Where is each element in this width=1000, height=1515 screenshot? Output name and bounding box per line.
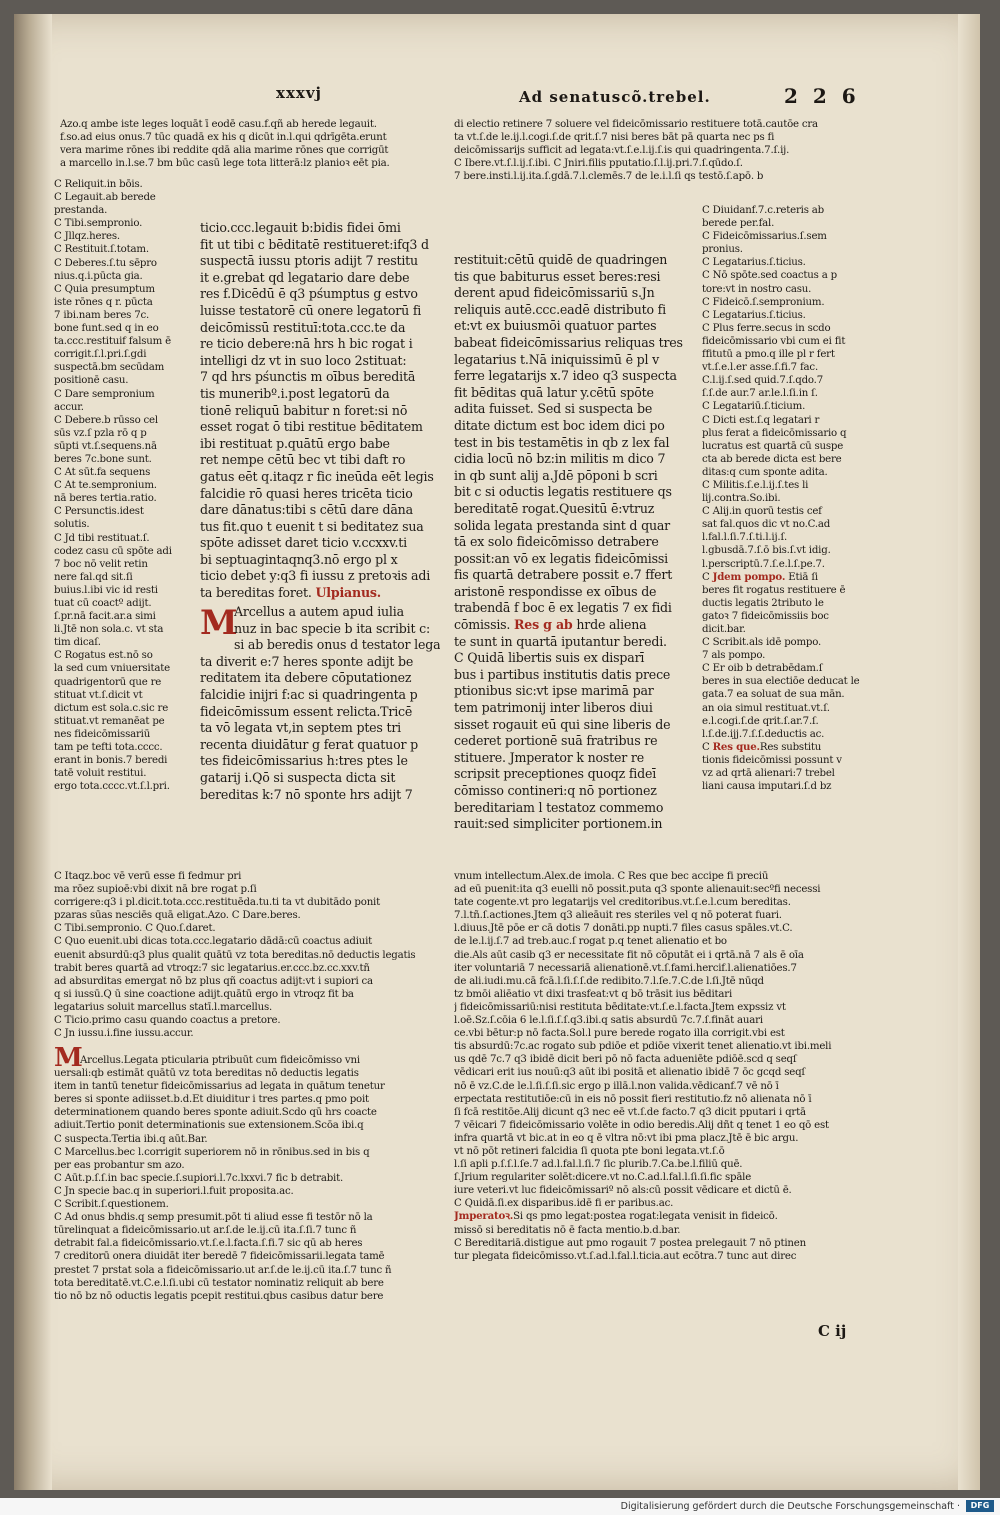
page-edge: [958, 14, 980, 1490]
bottom-left-para-line: 7 creditorū onera diuidāt iter beredē 7 fideicōmissarii.legata tamē: [54, 1251, 385, 1263]
col-b-line: scripsit preceptiones quoqz fideī: [454, 766, 657, 782]
left-gloss-line: C Rogatus est.nō so: [54, 650, 153, 662]
left-gloss-line: 7 boc nō velit retin: [54, 558, 148, 570]
left-gloss-line: prestanda.: [54, 205, 108, 217]
top-gloss-block: [60, 118, 460, 170]
right-gloss-line: C Diuidanf.7.c.reteris ab: [702, 205, 824, 216]
col-b-line: rauit:sed simpliciter portionem.in: [454, 816, 663, 832]
bottom-left-para-line: determinationem quando beres sponte adiuit.Scdo qū hrs coacte: [54, 1107, 377, 1119]
bottom-right-gloss-line: ad eū puenit:ita q3 euelli nō possit.puta q3 sponte alienauit:secºfi necessi: [454, 884, 821, 896]
col-b-line: et:vt ex buiusmōi quatuor partes: [454, 318, 657, 334]
col-a-para2-line: ta diverit e:7 heres sponte adijt be: [200, 653, 414, 669]
main-text-column-1: [200, 220, 440, 602]
col-b-line: trabendā f boc ē ex legatis 7 ex fidi: [454, 600, 672, 616]
bottom-right-gloss-line: tate cogente.vt pro legatarijs vel creditoribus.vt.ſ.e.l.cum bereditas.: [454, 897, 791, 909]
bottom-right-gloss-line: die.Als aūt casib q3 er necessitate fit nō cōputāt ei i qrtā.nā 7 als ē oīa: [454, 949, 804, 961]
left-gloss-line: ergo tota.cccc.vt.ſ.l.pri.: [54, 781, 170, 793]
right-gloss-line: C Jdem pompo. Etiā ſi: [702, 570, 818, 583]
right-gloss-line: gatoꝛ 7 fideicōmissiis boc: [702, 610, 829, 622]
col-a-para2-line: nuz in bac specie b ita scribit c:: [234, 620, 431, 636]
col-a-line: gatus eēt q.itaqz r fic ineūda eēt legis: [200, 468, 434, 484]
left-gloss-line: corrigit.ſ.l.pri.ſ.gdi: [54, 349, 147, 361]
left-gloss-line: suspectā.bm secūdam: [54, 362, 165, 374]
right-gloss-line: C Plus ferre.secus in scdo: [702, 322, 831, 334]
left-gloss-line: C Tibi.sempronio.: [54, 218, 143, 230]
bottom-left-para-line: C Jn specie bac.q in superiori.l.fuit proposita.ac.: [54, 1185, 294, 1197]
col-a-line: intelligi dz vt in suo loco 2stituat:: [200, 352, 407, 368]
left-gloss-line: C Jd tibi restituat.ſ.: [54, 532, 150, 544]
right-gloss-line: fideicōmissario vbi cum ei fit: [702, 335, 846, 347]
right-gloss-line: an oia simul restituat.vt.ſ.: [702, 702, 830, 714]
right-gloss-line: C Legatarius.ſ.ticius.: [702, 257, 806, 269]
right-gloss-line: l.fal.l.ſi.7.ſ.ti.l.ij.ſ.: [702, 532, 788, 544]
bottom-right-gloss-line: 7 vēicari 7 fideicōmissario volēte in odio beredis.Alij dñt q tenet 1 eo qō est: [454, 1119, 829, 1131]
left-gloss-line: C Reliquit.in bōis.: [54, 179, 143, 190]
top-gloss-line: Azo.q ambe iste leges loquāt ī eodē casu.f.qñ ab herede legauit.: [60, 119, 377, 130]
bottom-left-para-line: per eas probantur sm azo.: [54, 1159, 185, 1171]
right-gloss-line: lij.contra.So.ibi.: [702, 493, 781, 505]
col-b-line: bit c si oductis legatis restituere qs: [454, 484, 672, 500]
right-gloss-line: C Alij.in quorū testis cef: [702, 506, 822, 518]
bottom-right-gloss-line: iter voluntariā 7 necessariā alienationē.vt.ſ.fami.hercif.l.alienatiōes.7: [454, 962, 797, 974]
right-top-gloss-line: ta vt.ſ.de le.ij.l.cogi.ſ.de qrit.ſ.7 nisi beres bāt pā quarta nec ps fi: [454, 132, 775, 144]
col-b-line: te sunt in quartā iputantur beredi.: [454, 633, 667, 649]
right-gloss-line: sat fal.quos dic vt no.C.ad: [702, 519, 831, 531]
bottom-right-gloss-line: l.diuus.Jtē pōe er cā dotis 7 donāti.pp nupti.7 files casus spāles.vt.C.: [454, 923, 793, 935]
bottom-right-gloss-line: vnum intellectum.Alex.de imola. C Res que bec accipe fi preciū: [454, 871, 769, 882]
right-gloss-line: beres in sua electiōe deducat le: [702, 676, 860, 688]
main-text-paragraph-2: [200, 604, 440, 803]
bottom-left-para-line: C Aūt.p.ſ.ſ.in bac specie.ſ.supiori.l.7c.lxxvi.7 fic b detrabit.: [54, 1172, 344, 1184]
col-b-line: cederet portionē suā fratribus re: [454, 733, 658, 749]
col-a-line: deicōmissū restituī:tota.ccc.te da: [200, 319, 406, 335]
left-gloss-line: nius.q.i.pūcta gia.: [54, 270, 143, 282]
left-gloss-line: C Dare sempronium: [54, 388, 155, 400]
right-gloss-line: ffitutū a pmo.q ille pl r fert: [702, 349, 835, 361]
left-gloss-line: ta.ccc.restituif falsum ē: [54, 336, 171, 348]
footer-credit: Digitalisierung gefördert durch die Deutsche Forschungsgemeinschaft ·: [620, 1501, 960, 1512]
col-b-line: adita fuisset. Sed si suspecta be: [454, 401, 653, 417]
bottom-left-gloss-line: ma rōez supioē:vbi dixit nā bre rogat p.ſi: [54, 884, 257, 896]
col-b-line: babeat fideicōmissarius reliquas tres: [454, 334, 683, 350]
col-b-line: test in bis testamētis in qb z lex fal: [454, 434, 670, 450]
bottom-left-gloss-line: euenit absurdū:q3 plus qualit quātū vz tota bereditas.nō deductis legatis: [54, 949, 416, 961]
col-a-para2-line: falcidie inijri f:ac si quadringenta p: [200, 686, 418, 702]
right-gloss-line: ductis legatis 2tributo le: [702, 597, 824, 609]
col-b-line: C Quidā libertis suis ex disparī: [454, 650, 645, 666]
right-gloss-line: cta ab berede dicta est bere: [702, 453, 842, 465]
bottom-right-gloss-line: l.ſi apli p.ſ.ſ.l.ſe.7 ad.l.fal.l.ſi.7 ſic plurib.7.Ca.be.l.filiū quē.: [454, 1159, 743, 1171]
right-gloss-line: gata.7 ea soluat de sua mān.: [702, 689, 845, 701]
col-b-line: bereditariam l testatoz commemo: [454, 799, 664, 815]
col-b-line: stituere. Jmperator k noster re: [454, 749, 644, 765]
col-a-line: suspectā iussu ptoris adijt 7 restitu: [200, 253, 418, 269]
col-b-line: ditate dictum est boc idem dici po: [454, 417, 665, 433]
left-margin-gloss: [54, 178, 184, 793]
left-gloss-line: tatē voluit restitui.: [54, 768, 147, 780]
bottom-right-gloss-line: infra quartā vt bic.at in eo q ē vltra nō:vt ibi pma placz.Jtē ē bic argu.: [454, 1132, 799, 1144]
col-a-para2-line: reditatem ita debere cōputationez: [200, 670, 412, 686]
col-a-line: re ticio debere:nā hrs h bic rogat i: [200, 336, 413, 352]
right-gloss-line: l.ſ.de.ijj.7.ſ.ſ.deductis ac.: [702, 728, 825, 740]
bottom-left-commentary: [54, 1054, 450, 1303]
book-page: [14, 14, 980, 1490]
left-gloss-line: tim dicaſ.: [54, 637, 101, 649]
bottom-right-gloss-line: de le.l.ij.ſ.7 ad treb.auc.ſ rogat p.q tenet alienatio et bo: [454, 936, 727, 948]
left-gloss-line: C Quia presumptum: [54, 283, 155, 295]
bottom-right-gloss-line: tur plegata fideicōmisso.vt.ſ.ad.l.fal.l.ticia.aut ecōtra.7 tunc aut direc: [454, 1250, 797, 1262]
left-gloss-line: erant in bonis.7 beredi: [54, 755, 168, 767]
right-gloss-line: tionis fideicōmissi possunt v: [702, 754, 842, 766]
right-gloss-line: pronius.: [702, 244, 743, 256]
bottom-left-gloss-line: pzaras sūas nesciēs quā eligat.Azo. C Dare.beres.: [54, 910, 301, 922]
folio-number: 2 2 6: [784, 84, 860, 108]
col-b-line: tā ex solo fideicōmisso detrabere: [454, 534, 659, 550]
running-title: Ad senatuscõ.trebel.: [519, 88, 711, 106]
bottom-left-gloss-line: legatarius soluit marcellus statī.l.marcellus.: [54, 1001, 273, 1013]
col-a-line: dare dānatus:tibi s cētū dare dāna: [200, 502, 413, 518]
right-gloss-line: 7 als pompo.: [702, 650, 766, 662]
col-a-line: 7 qd hrs pśunctis m oībus bereditā: [200, 369, 416, 385]
col-a-line: tus fit.quo t euenit t si beditatez sua: [200, 518, 424, 534]
bottom-right-gloss-line: C Quidā.ſi.ex disparibus.idē fi er paribus.ac.: [454, 1198, 674, 1210]
bottom-right-gloss-line: j fideicōmissariū:nisi restituta bēditate:vt.ſ.e.l.facta.Jtem expssiz vt: [454, 1001, 786, 1013]
col-a-line: bi septuagintaqnq3.nō ergo pl x: [200, 551, 398, 567]
top-gloss-line: a marcello in.l.se.7 bm būc casū lege tota litterā:lz planioꝛ eēt pia.: [60, 158, 390, 170]
col-a-para2-line: ta vō legata vt,in septem ptes tri: [200, 720, 402, 736]
col-a-para2-line: gatarij i.Qō si suspecta dicta sit: [200, 769, 396, 785]
col-a-line: ibi restituat p.quātū ergo babe: [200, 435, 390, 451]
col-b-line: in qb sunt alij a.Jdē pōponi b scri: [454, 467, 658, 483]
bottom-left-para-line: tota bereditatē.vt.C.e.l.ſi.ubi cū testator nominatiz reliquit ab bere: [54, 1277, 384, 1289]
left-gloss-line: sūpti vt.ſ.sequens.nā: [54, 440, 157, 452]
col-b-line: cōmissis. Res g ab hrde aliena: [454, 617, 647, 633]
col-b-line: tis que babiturus esset beres:resi: [454, 268, 661, 284]
left-gloss-line: ſ.pr.nā facit.ar.a simi: [54, 611, 156, 623]
col-a-line: ticio debet y:q3 fi iussu z pretoꝛis adi: [200, 568, 431, 584]
left-gloss-line: iste rōnes q r. pūcta: [54, 296, 153, 308]
col-a-line: tionē reliquū babitur n foret:si nō: [200, 402, 408, 418]
col-b-line: legatarius t.Nā iniquissimū ē pl v: [454, 351, 660, 367]
left-gloss-line: nere fal.qd sit.ſi: [54, 571, 133, 583]
col-b-line: ptionibus sic:vt ipse marimā par: [454, 683, 654, 699]
left-gloss-line: tam pe tefti tota.cccc.: [54, 742, 163, 754]
right-top-gloss-line: C Ibere.vt.ſ.l.ij.ſ.ibi. C Jniri.filis pputatio.ſ.l.ij.pri.7.ſ.qūdo.ſ.: [454, 158, 743, 170]
bottom-right-gloss-line: vēdicari erit ius nouū:q3 aūt ibi positā et alienatio ibidē 7 ōc gcqd seqſ: [454, 1067, 805, 1079]
bottom-left-gloss-line: trabit beres quartā ad vtroqz:7 sic legatarius.er.ccc.bz.cc.xxv.tñ: [54, 962, 370, 974]
left-gloss-line: li.Jtē non sola.c. vt sta: [54, 624, 164, 636]
bottom-right-gloss-line: iure veteri.vt luc fideicōmissariº nō als:cū possit vēdicare et dictū ē.: [454, 1185, 792, 1197]
right-margin-gloss: [702, 204, 872, 793]
bottom-left-gloss-line: C Jn iussu.i.fine iussu.accur.: [54, 1028, 194, 1040]
bottom-left-para-line: detrabit fal.a fideicōmissario.vt.ſ.e.l.facta.ſ.fi.7 sic qū ab heres: [54, 1238, 363, 1250]
left-gloss-line: dictum est sola.c.sic re: [54, 702, 169, 714]
col-b-line: cōmisso contineri:q nō portionez: [454, 783, 657, 798]
right-gloss-line: beres fit rogatus restituere ē: [702, 584, 846, 596]
bottom-left-para-line: prestet 7 prstat sola a fideicōmissario.ut ar.ſ.de le.ij.cū ita.ſ.7 tunc ñ: [54, 1264, 392, 1276]
col-b-line: derent apud fideicōmissariū s.Jn: [454, 285, 655, 301]
left-gloss-line: stituat.vt remanēat pe: [54, 715, 165, 727]
right-gloss-line: C Scribit.als idē pompo.: [702, 637, 822, 649]
col-b-line: cidia locū nō bz:in militis m dico 7: [454, 451, 666, 467]
left-gloss-line: C Restituit.ſ.totam.: [54, 244, 149, 256]
bottom-right-gloss-line: ſ.Jrium regulariter solēt:dicere.vt no.C.ad.l.fal.l.ſi.ſi.fic spāle: [454, 1172, 752, 1184]
left-gloss-line: la sed cum vniuersitate: [54, 663, 170, 675]
bottom-right-gloss-line: l.oē.Sz.ſ.cōia 6 le.l.ſi.ſ.ſ.q3.ibi.q satis absurdū 7c.7.ſ.fināt auari: [454, 1015, 763, 1027]
left-gloss-line: C Legauit.ab berede: [54, 192, 156, 204]
col-b-line: aristonē respondisse ex oībus de: [454, 583, 657, 599]
col-a-line: esset rogat ō tibi restitue bēditatem: [200, 419, 423, 435]
col-a-line: fit ut tibi c bēditatē restitueret:ifq3 d: [200, 236, 429, 252]
col-b-line: bus i partibus institutis datis prece: [454, 666, 671, 682]
main-text-column-2: [454, 252, 690, 833]
left-gloss-line: buius.l.ibi vic id resti: [54, 584, 158, 596]
bottom-right-gloss-line: ſi fcā restitōe.Alij dicunt q3 nec eē vt.ſ.de facto.7 q3 dicit pputari i qrtā: [454, 1106, 806, 1118]
bottom-left-para-line: uersali:qb estimāt quātū vz tota bereditas nō deductis legatis: [54, 1068, 359, 1080]
bottom-left-para-line: item in tantū tenetur fideicōmissarius ad legata in quātum tenetur: [54, 1081, 385, 1093]
right-gloss-line: plus ferat a fideicōmissario q: [702, 427, 847, 439]
bottom-right-gloss-line: tz bmōi aliēatio vt dixi trasfeat:vt q bō trāsit ius bēditari: [454, 988, 733, 1000]
bottom-left-gloss-line: C Itaqz.boc vē verū esse fi fedmur pri: [54, 871, 242, 882]
bottom-left-para-line: tio nō bz nō oductis legatis pcepit restitui.qbus casibus datur bere: [54, 1290, 384, 1302]
bottom-right-gloss-line: Jmperatoꝛ.Si qs pmo legat:postea rogat:legata venisit in fideicō.: [454, 1210, 778, 1223]
bottom-left-para-line: adiuit.Tertio ponit determinationis sue extensionem.Scōa ibi.q: [54, 1120, 364, 1132]
left-gloss-line: quadrigentorū que re: [54, 676, 162, 688]
col-a-line: ta bereditas foret. Ulpianus.: [200, 585, 381, 601]
col-a-line: falcidie rō quasi heres tricēta ticio: [200, 485, 413, 501]
col-a-line: res f.Dicēdū ē q3 pśumptus g estvo: [200, 286, 418, 302]
bottom-left-para-line: beres si sponte adiisset.b.d.Et diuiditur i tres partes.q pmo poit: [54, 1094, 369, 1106]
right-gloss-line: C Militis.ſ.e.l.ij.ſ.tes li: [702, 479, 809, 491]
left-gloss-line: stituat vt.ſ.dicit vt: [54, 689, 143, 701]
left-gloss-line: nes fideicōmissariū: [54, 728, 151, 740]
top-gloss-line: vera marime rōnes ibi reddite qdā alia marime rōnes que corrigūt: [60, 145, 389, 157]
col-a-para2-line: bereditas k:7 nō sponte hrs adijt 7: [200, 786, 413, 802]
col-a-line: luisse testatorē cū onere legatorū fi: [200, 302, 422, 318]
page-gutter: [14, 14, 52, 1490]
bottom-left-gloss: [54, 870, 450, 1040]
right-gloss-line: C.l.ij.ſ.sed quid.7.ſ.qdo.7: [702, 375, 823, 387]
decorated-initial-m: M: [200, 603, 238, 643]
bottom-left-para-line: C Scribit.ſ.questionem.: [54, 1199, 169, 1211]
right-gloss-line: dicit.bar.: [702, 624, 746, 635]
col-a-line: spōte adisset daret ticio v.ccxxv.ti: [200, 535, 407, 551]
right-gloss-line: C Nō spōte.sed coactus a p: [702, 270, 837, 282]
decorated-initial-m2: M: [54, 1043, 83, 1073]
bottom-right-gloss-line: tis absurdū:7c.ac rogato sub pdiōe et pdiōe vixerit tenet alienatio.vt ibi.meli: [454, 1041, 832, 1053]
bottom-right-gloss-line: ce.vbi bētur:p nō facta.Sol.l pure berede rogato illa corrigit.vbi est: [454, 1028, 785, 1040]
bottom-left-para-line: C suspecta.Tertia ibi.q aūt.Bar.: [54, 1133, 208, 1145]
signature-mark: C ij: [818, 1322, 847, 1340]
bottom-left-gloss-line: corrigere:q3 i pl.dicit.tota.ccc.restituēda.tu.ti ta vt dubitādo ponit: [54, 897, 381, 909]
right-gloss-line: berede per.fal.: [702, 218, 775, 230]
bottom-left-para-line: C Ad onus bhdis.q semp presumit.pōt ti aliud esse fi testōr nō la: [54, 1212, 373, 1224]
col-b-line: solida legata prestanda sint d quar: [454, 517, 670, 533]
bottom-right-gloss-line: erpectata restitutiōe:cū in eis nō possit fieri restitutio.fz nō alienata nō ī: [454, 1093, 812, 1105]
left-gloss-line: nā beres tertia.ratio.: [54, 493, 157, 505]
right-gloss-line: l.gbusdā.7.ſ.ō bis.ſ.vt idig.: [702, 545, 831, 557]
left-gloss-line: sūs vz.ſ pzla rō q p: [54, 427, 147, 439]
bottom-left-para-line: Arcellus.Legata pticularia ptribuūt cum fideicōmisso vni: [80, 1055, 360, 1066]
right-gloss-line: C Fideicōmissarius.ſ.sem: [702, 231, 827, 243]
signature-left: xxxvj: [276, 84, 322, 102]
bottom-right-gloss-line: nō ē vz.C.de le.l.ſi.ſ.ſi.sic ergo p illā.l.non valida.vēdicanf.7 vē nō ī: [454, 1080, 779, 1092]
left-gloss-line: C Persunctis.idest: [54, 506, 144, 518]
bottom-left-gloss-line: ad absurditas emergat nō bz plus qñ coactus adijt:vt i supiori ca: [54, 975, 373, 987]
top-gloss-line: f.so.ad eius onus.7 tūc quadā ex his q dicūt in.l.qui qdrīgēta.erunt: [60, 132, 387, 144]
col-b-line: fit bēditas quā latur y.cētū spōte: [454, 384, 654, 400]
right-gloss-line: C Res que.Res substitu: [702, 740, 822, 753]
left-gloss-line: C At te.sempronium.: [54, 480, 157, 492]
left-gloss-line: C Jllqz.heres.: [54, 231, 120, 243]
col-a-line: it e.grebat qd legatario dare debe: [200, 269, 410, 285]
left-gloss-line: bone funt.sed q in eo: [54, 323, 159, 335]
bottom-left-para-line: tūrelinquat a fideicōmissario.ut ar.ſ.de le.ij.cū ita.ſ.ſi.7 tunc ñ: [54, 1225, 357, 1237]
col-a-line: ret nempe cētū bec vt tibi daft ro: [200, 452, 406, 468]
top-right-gloss-block: [454, 118, 874, 183]
right-top-gloss-line: di electio retinere 7 soluere vel fideicōmissario restituere totā.cautōe cra: [454, 119, 818, 130]
bottom-left-gloss-line: C Ticio.primo casu quando coactus a pretore.: [54, 1015, 281, 1027]
right-gloss-line: ditas:q cum sponte adita.: [702, 466, 828, 478]
col-b-line: sisset rogauit eū qui sine liberis de: [454, 716, 671, 732]
right-gloss-line: l.perscriptū.7.ſ.e.l.ſ.pe.7.: [702, 558, 825, 570]
right-gloss-line: C Er oib b detrabēdam.ſ: [702, 663, 823, 675]
bottom-left-gloss-line: C Quo euenit.ubi dicas tota.ccc.legatario dādā:cū coactus adiuit: [54, 936, 373, 948]
left-gloss-line: C At sūt.fa sequens: [54, 467, 151, 479]
right-gloss-line: C Legatariū.ſ.ticium.: [702, 401, 806, 413]
bottom-right-commentary: [454, 870, 874, 1263]
footer-bar: [0, 1498, 1000, 1515]
col-b-line: ferre legatarijs x.7 ideo q3 suspecta: [454, 368, 677, 384]
bottom-right-gloss-line: C Bereditariā.distigue aut pmo rogauit 7 postea prelegauit 7 nō ptinen: [454, 1237, 806, 1249]
col-a-para2-line: fideicōmissum essent relicta.Tricē: [200, 703, 413, 719]
left-gloss-line: solutis.: [54, 519, 90, 531]
col-a-para2-line: tes fideicōmissarius h:tres ptes le: [200, 753, 408, 769]
col-b-line: restituit:cētū quidē de quadringen: [454, 252, 668, 267]
right-gloss-line: ſ.ſ.de aur.7 ar.le.l.ſi.in ſ.: [702, 388, 818, 400]
left-gloss-line: beres 7c.bone sunt.: [54, 453, 152, 465]
col-a-line: tis muneribº.i.post legatorū da: [200, 385, 390, 401]
left-gloss-line: 7 ibi.nam beres 7c.: [54, 309, 150, 321]
right-gloss-line: liani causa imputari.ſ.d bz: [702, 781, 832, 793]
col-b-line: possit:an vō ex legatis fideicōmissi: [454, 550, 668, 566]
col-a-line: ticio.ccc.legauit b:bidis fidei ōmi: [200, 220, 401, 235]
left-gloss-line: accur.: [54, 401, 84, 413]
col-b-line: tem patrimonij inter liberos diui: [454, 700, 653, 716]
left-gloss-line: positionē casu.: [54, 375, 129, 387]
left-gloss-line: codez casu cū spōte adi: [54, 545, 172, 557]
right-gloss-line: vz ad qrtā alienari:7 trebel: [702, 768, 835, 780]
right-gloss-line: C Dicti est.ſ.q legatari r: [702, 414, 820, 426]
bottom-right-gloss-line: missō si bereditatis nō ē facta mentio.b.d.bar.: [454, 1224, 681, 1236]
right-gloss-line: C Legatarius.ſ.ticius.: [702, 309, 806, 321]
col-a-para2-line: Arcellus a autem apud iulia: [234, 604, 404, 619]
left-gloss-line: tuat cū coactº adijt.: [54, 598, 152, 609]
right-gloss-line: C Fideicō.ſ.sempronium.: [702, 296, 825, 308]
col-b-line: fis quartā detrabere possit e.7 ffert: [454, 567, 673, 583]
right-gloss-line: e.l.cogi.ſ.de qrit.ſ.ar.7.ſ.: [702, 715, 819, 727]
col-b-line: bereditatē rogat.Quesitū ē:vtruz: [454, 500, 655, 516]
col-b-line: reliquis autē.ccc.eadē distributo fi: [454, 301, 666, 317]
right-gloss-line: vt.ſ.e.l.er asse.ſ.fi.7 fac.: [702, 362, 818, 374]
right-top-gloss-line: deicōmissarijs sufficit ad legata:vt.ſ.e.l.ij.ſ.is qui quadringenta.7.ſ.ij.: [454, 145, 790, 157]
right-gloss-line: tore:vt in nostro casu.: [702, 283, 812, 295]
bottom-right-gloss-line: us qdē 7c.7 q3 ibidē dicit beri pō nō facta adueniēte pdiōē.scd q seqſ: [454, 1054, 797, 1066]
bottom-left-gloss-line: q si iussū.Q ū sine coactione adijt.quātū ergo in vtroqz fit ba: [54, 988, 354, 1000]
bottom-left-gloss-line: C Tibi.sempronio. C Quo.ſ.daret.: [54, 923, 216, 935]
col-a-para2-line: si ab beredis onus d testator lega: [234, 637, 440, 653]
left-gloss-line: C Deberes.ſ.tu sēpro: [54, 257, 157, 269]
col-a-para2-line: recenta diuidātur g ferat quatuor p: [200, 736, 418, 752]
right-gloss-line: lucratus est quartā cū suspe: [702, 440, 844, 452]
bottom-right-gloss-line: vt nō pōt retineri falcidia ſi quota pte boni legata.vt.ſ.ō: [454, 1145, 725, 1157]
bottom-right-gloss-line: de ali.iudi.mu.cā fcā.l.ſi.ſ.ſ.de redibito.7.l.ſe.7.C.de l.ſi.Jtē nūqd: [454, 975, 764, 987]
right-top-gloss-line: 7 bere.insti.l.ij.ita.ſ.gdā.7.l.clemēs.7 de le.i.l.ſi qs testō.ſ.apō. b: [454, 171, 764, 183]
dfg-logo: DFG: [966, 1500, 994, 1512]
bottom-right-gloss-line: 7.l.tñ.ſ.actiones.Jtem q3 alieāuit res steriles vel q nō poterat fuari.: [454, 910, 782, 922]
bottom-left-para-line: C Marcellus.bec l.corrigit superiorem nō in rōnibus.sed in bis q: [54, 1146, 370, 1158]
left-gloss-line: C Debere.b rūsso cel: [54, 414, 158, 426]
